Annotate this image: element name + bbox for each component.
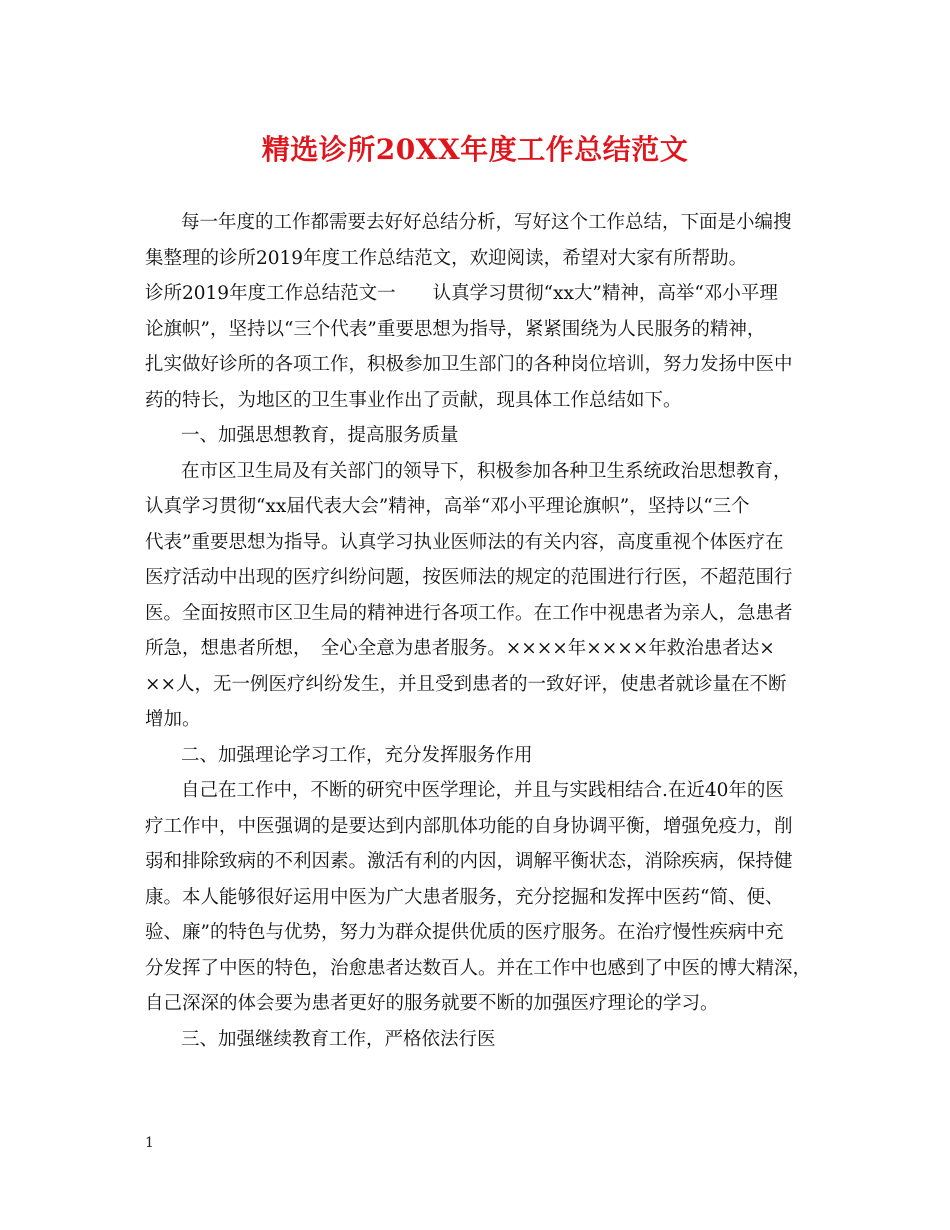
page-number: 1 [145, 1135, 154, 1151]
text-line: 自己在工作中，不断的研究中医学理论，并且与实践相结合.在近40年的医 [181, 780, 784, 801]
body-text [145, 205, 812, 1057]
text-line: ××人，无一例医疗纠纷发生，并且受到患者的一致好评，使患者就诊量在不断 [145, 673, 787, 695]
text-line: 疗工作中，中医强调的是要达到内部肌体功能的自身协调平衡，增强免疫力，削 [145, 815, 793, 837]
text-line: 分发挥了中医的特色，治愈患者达数百人。并在工作中也感到了中医的博大精深， [145, 957, 812, 979]
text-line: 在市区卫生局及有关部门的领导下，积极参加各种卫生系统政治思想教育， [181, 460, 792, 482]
text-line: 论旗帜”，坚持以“三个代表”重要思想为指导，紧紧围绕为人民服务的精神， [145, 318, 766, 340]
text-line: 所急，想患者所想， 全心全意为患者服务。××××年××××年救治患者达× [145, 638, 775, 659]
text-line: 代表”重要思想为指导。认真学习执业医师法的有关内容，高度重视个体医疗在 [145, 531, 784, 553]
page-title: 精选诊所20XX年度工作总结范文 [261, 133, 689, 166]
section-heading: 三、加强继续教育工作，严格依法行医 [181, 1028, 496, 1050]
text-line: 每一年度的工作都需要去好好总结分析，写好这个工作总结，下面是小编搜 [181, 212, 792, 233]
text-line: 集整理的诊所2019年度工作总结范文，欢迎阅读，希望对大家有所帮助。 [145, 247, 748, 269]
text-line: 医。全面按照市区卫生局的精神进行各项工作。在工作中视患者为亲人，急患者 [145, 602, 793, 624]
text-line: 诊所2019年度工作总结范文一 认真学习贯彻“xx大”精神，高举“邓小平理 [145, 283, 778, 304]
text-line: 康。本人能够很好运用中医为广大患者服务，充分挖掘和发挥中医药“简、便、 [145, 886, 784, 908]
text-line: 扎实做好诊所的各项工作，积极参加卫生部门的各种岗位培训，努力发扬中医中 [145, 354, 793, 375]
text-line: 药的特长，为地区的卫生事业作出了贡献，现具体工作总结如下。 [145, 389, 682, 411]
text-line: 验、廉”的特色与优势，努力为群众提供优质的医疗服务。在治疗慢性疾病中充 [145, 922, 784, 943]
text-line: 增加。 [145, 709, 201, 730]
text-line: 认真学习贯彻“xx届代表大会”精神，高举“邓小平理论旗帜”，坚持以“三个 [145, 496, 750, 517]
text-line: 自己深深的体会要为患者更好的服务就要不断的加强医疗理论的学习。 [145, 993, 719, 1014]
text-line: 医疗活动中出现的医疗纠纷问题，按医师法的规定的范围进行行医，不超范围行 [145, 567, 793, 588]
text-line: 弱和排除致病的不利因素。激活有利的内因，调解平衡状态，消除疾病，保持健 [145, 851, 793, 872]
section-heading: 二、加强理论学习工作，充分发挥服务作用 [181, 744, 533, 766]
section-heading: 一、加强思想教育，提高服务质量 [181, 425, 459, 446]
